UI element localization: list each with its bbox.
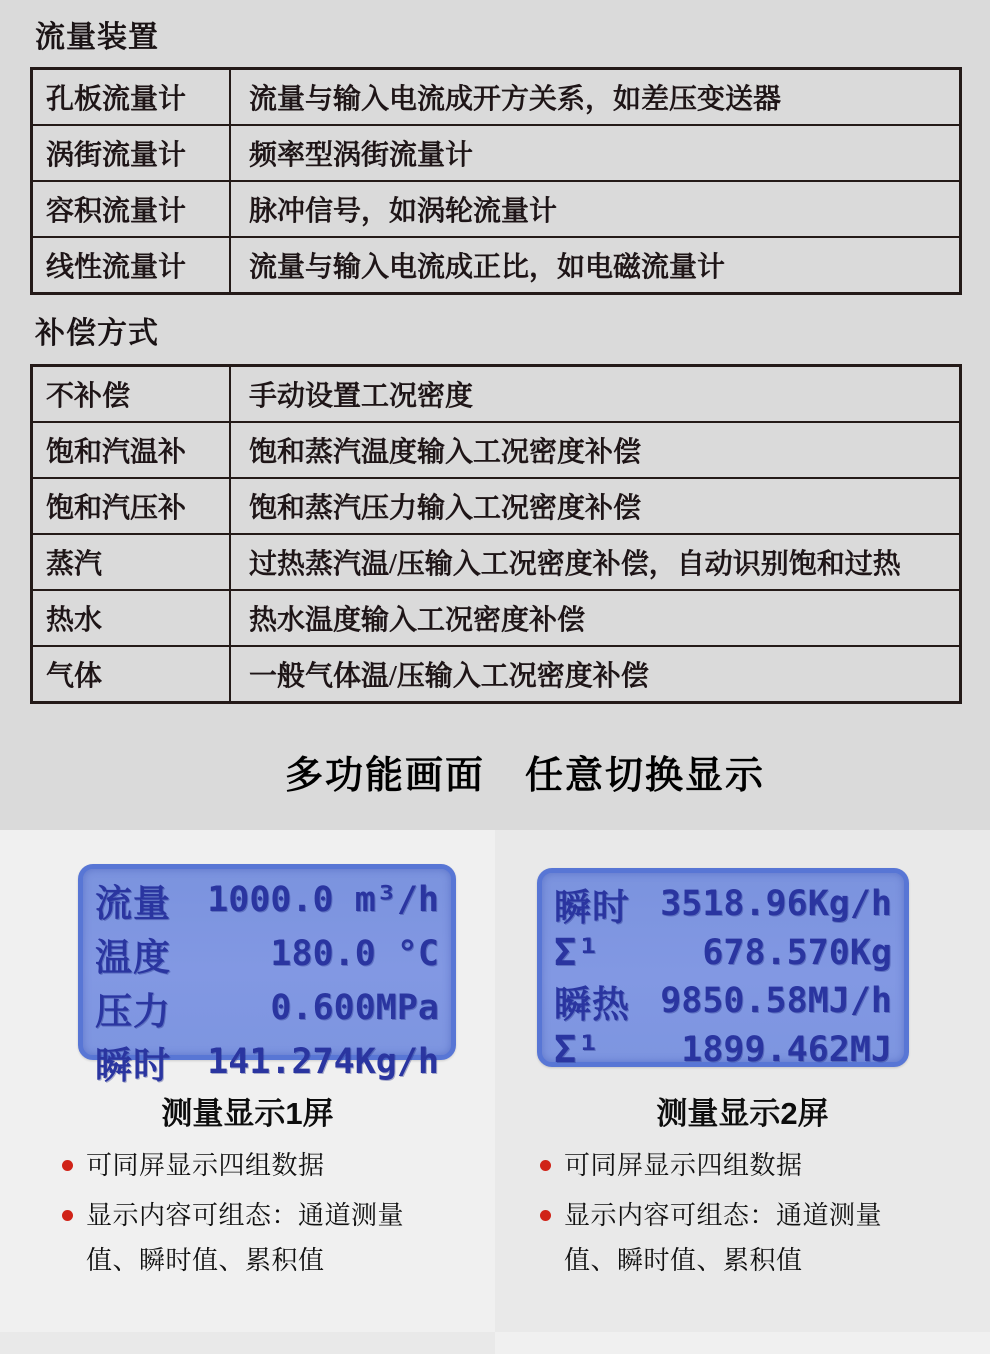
- comp-mode-cell: 不补偿: [32, 366, 231, 423]
- device-desc-cell: 流量与输入电流成开方关系，如差压变送器: [230, 69, 961, 126]
- bullet-text: 可同屏显示四组数据: [86, 1150, 325, 1180]
- lcd-value: 180.0 °C: [270, 934, 439, 974]
- comp-desc-cell: 手动设置工况密度: [230, 366, 961, 423]
- lcd-value: 1000.0 m³/h: [207, 880, 439, 920]
- lcd-row: [95, 1035, 439, 1089]
- device-name-cell: 容积流量计: [32, 181, 231, 237]
- lcd-label: 瞬时: [95, 1044, 171, 1087]
- lcd-label: 瞬热: [554, 983, 630, 1026]
- device-name-cell: 涡街流量计: [32, 125, 231, 181]
- screen1-bullet-list: [62, 1143, 418, 1288]
- table-row: [32, 366, 961, 423]
- bullet-dot-icon: [540, 1160, 551, 1171]
- next-section-band-right: [495, 1332, 990, 1354]
- comp-mode-cell: 蒸汽: [32, 534, 231, 590]
- lcd-row: [554, 974, 892, 1028]
- comp-desc-cell: 饱和蒸汽压力输入工况密度补偿: [230, 478, 961, 534]
- lcd-screen-1: [78, 864, 456, 1087]
- bullet-item: [540, 1193, 896, 1283]
- lcd-label: Σ¹: [554, 1028, 601, 1071]
- lcd-value: 678.570Kg: [702, 932, 892, 973]
- lcd-label: 瞬时: [554, 886, 630, 929]
- lcd-label: 压力: [95, 990, 171, 1033]
- table-row: [32, 237, 961, 294]
- flow-devices-title: 流量装置: [35, 21, 159, 54]
- lcd-value: 1899.462MJ: [681, 1029, 892, 1070]
- device-name-cell: 线性流量计: [32, 237, 231, 294]
- screen2-bullet-list: [540, 1143, 896, 1288]
- compensation-table: [30, 364, 962, 704]
- lcd-row: [95, 927, 439, 981]
- table-row: [32, 646, 961, 703]
- lcd-row: [95, 873, 439, 927]
- multifunction-banner: 多功能画面 任意切换显示: [284, 755, 765, 797]
- comp-mode-cell: 饱和汽压补: [32, 478, 231, 534]
- device-desc-cell: 频率型涡街流量计: [230, 125, 961, 181]
- lcd-label: 温度: [95, 936, 171, 979]
- bullet-dot-icon: [540, 1210, 551, 1221]
- lcd-label: Σ¹: [554, 931, 601, 974]
- device-desc-cell: 脉冲信号，如涡轮流量计: [230, 181, 961, 237]
- bullet-item: [62, 1143, 418, 1188]
- lcd-value: 3518.96Kg/h: [660, 884, 892, 924]
- bullet-dot-icon: [62, 1160, 73, 1171]
- lcd-row: [554, 931, 892, 974]
- table-row: [32, 478, 961, 534]
- lcd-value: 9850.58MJ/h: [660, 981, 892, 1021]
- screen1-heading: 测量显示1屏: [161, 1096, 334, 1131]
- comp-mode-cell: 热水: [32, 590, 231, 646]
- device-desc-cell: 流量与输入电流成正比，如电磁流量计: [230, 237, 961, 294]
- comp-desc-cell: 过热蒸汽温/压输入工况密度补偿，自动识别饱和过热: [230, 534, 961, 590]
- bullet-dot-icon: [62, 1210, 73, 1221]
- lcd-value: 0.600MPa: [270, 988, 439, 1028]
- compensation-title: 补偿方式: [35, 317, 159, 350]
- lcd-row: [554, 877, 892, 931]
- flow-devices-table: [30, 67, 962, 295]
- comp-desc-cell: 饱和蒸汽温度输入工况密度补偿: [230, 422, 961, 478]
- lcd-row: [95, 981, 439, 1035]
- table-row: [32, 534, 961, 590]
- lcd-screen-2: [537, 868, 909, 1071]
- table-row: [32, 125, 961, 181]
- table-row: [32, 590, 961, 646]
- table-row: [32, 181, 961, 237]
- bullet-text: 显示内容可组态：通道测量值、瞬时值、累积值: [86, 1200, 405, 1275]
- bullet-item: [540, 1143, 896, 1188]
- comp-mode-cell: 气体: [32, 646, 231, 703]
- bullet-item: [62, 1193, 418, 1283]
- next-section-band-left: [0, 1332, 495, 1354]
- lcd-row: [554, 1028, 892, 1071]
- table-row: [32, 422, 961, 478]
- table-row: [32, 69, 961, 126]
- lcd-label: 流量: [95, 882, 171, 925]
- comp-desc-cell: 一般气体温/压输入工况密度补偿: [230, 646, 961, 703]
- comp-desc-cell: 热水温度输入工况密度补偿: [230, 590, 961, 646]
- bullet-text: 可同屏显示四组数据: [564, 1150, 803, 1180]
- lcd-value: 141.274Kg/h: [207, 1042, 439, 1082]
- bullet-text: 显示内容可组态：通道测量值、瞬时值、累积值: [564, 1200, 883, 1275]
- device-name-cell: 孔板流量计: [32, 69, 231, 126]
- screen2-heading: 测量显示2屏: [656, 1096, 829, 1131]
- comp-mode-cell: 饱和汽温补: [32, 422, 231, 478]
